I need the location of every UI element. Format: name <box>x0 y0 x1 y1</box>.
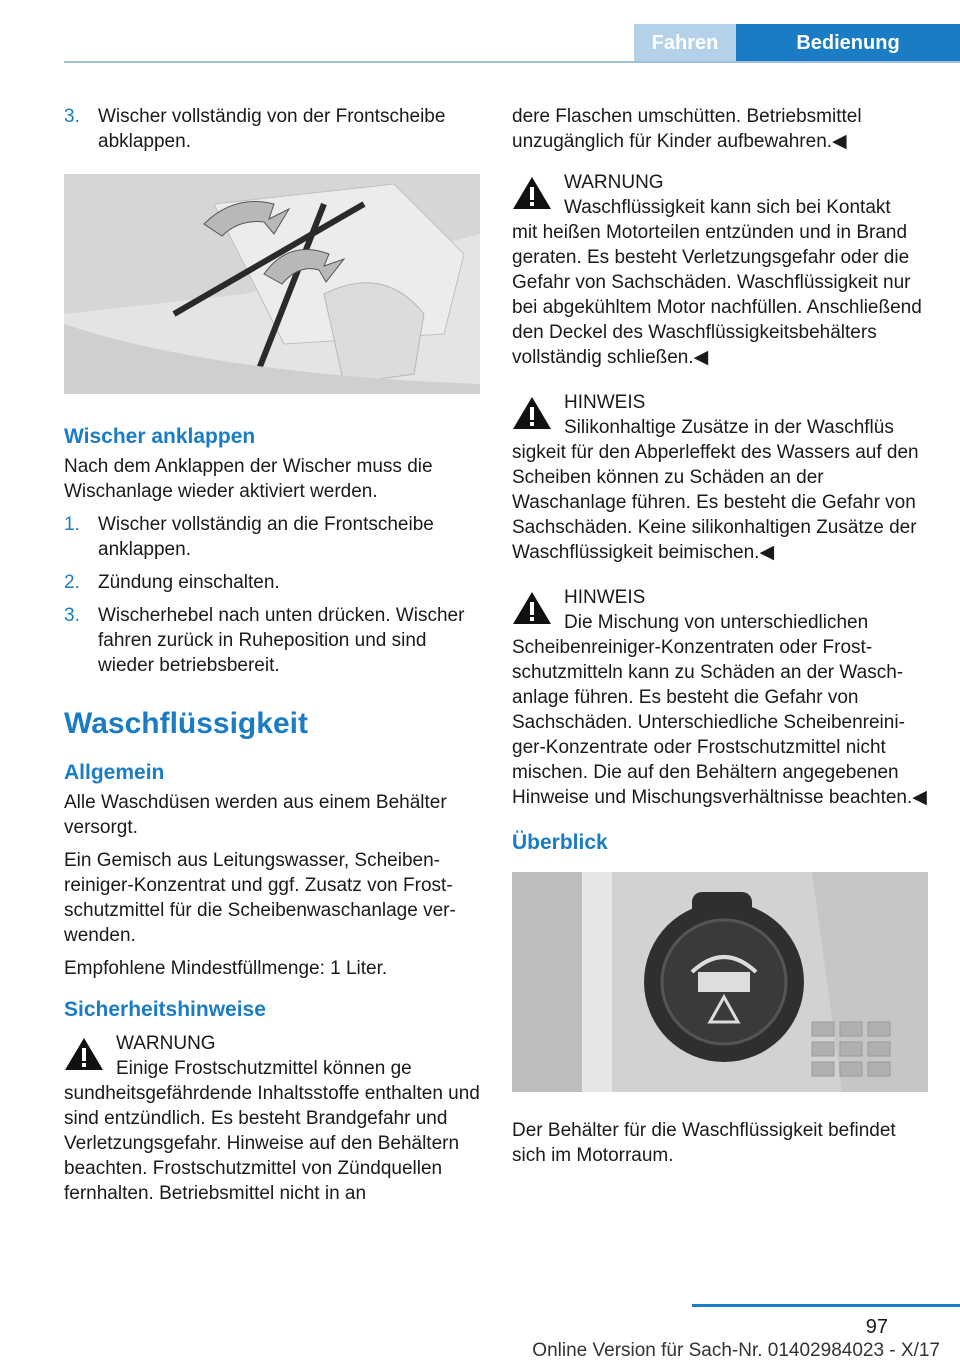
step-number: 3. <box>64 106 80 127</box>
warning-first-line: Einige Frostschutzmittel können ge <box>116 1058 412 1079</box>
paragraph: Nach dem Anklappen der Wischer muss die Wischanlage wieder aktiviert werden. <box>64 456 433 502</box>
list-item <box>64 570 480 595</box>
warning-first-line: Waschflüssigkeit kann sich bei Kontakt <box>564 197 891 218</box>
paragraph: Alle Waschdüsen werden aus einem Behälter versorgt. <box>64 792 447 838</box>
heading-waschfluessigkeit: Waschflüssigkeit <box>64 707 308 740</box>
washer-reservoir-photo <box>512 872 928 1092</box>
step-number: 1. <box>64 514 80 535</box>
wiper-photo <box>64 174 480 394</box>
notice-first-line: Die Mischung von unterschiedlichen <box>564 612 869 633</box>
list-item <box>64 512 480 562</box>
heading-sicherheitshinweise: Sicherheitshinweise <box>64 998 266 1021</box>
notice-text: sigkeit für den Abperleffekt des Wassers auf den Scheiben können zu Schäden an der Waschanlage führen. Es besteht die Gefahr von Sachschäden. Keine silikonhaltigen Zusätze der Waschflüssigkeit beimischen.◀ <box>512 442 919 563</box>
paragraph: Der Behälter für die Waschflüssigkeit befindet sich im Motorraum. <box>512 1120 896 1166</box>
notice-first-line: Silikonhaltige Zusätze in der Waschflüs <box>564 417 894 438</box>
step-number: 3. <box>64 605 80 626</box>
warning-triangle-icon <box>512 591 552 625</box>
right-column <box>512 104 928 1176</box>
tab-bedienung[interactable]: Bedienung <box>736 24 960 62</box>
paragraph: dere Flaschen umschütten. Betriebsmittel unzugänglich für Kinder aufbewahren.◀ <box>512 106 862 152</box>
paragraph: Ein Gemisch aus Leitungswasser, Scheibenreiniger-Konzentrat und ggf. Zusatz von Frostschutzmittel für die Scheibenwaschanlage verwenden. <box>64 850 456 946</box>
list-item <box>64 104 480 154</box>
step-text: Zündung einschalten. <box>98 572 280 593</box>
warning-text: sundheitsgefährdende Inhaltsstoffe enthalten und sind entzündlich. Es besteht Brandgefahr und Verletzungsgefahr. Hinweise auf den Behältern beachten. Frostschutzmittel von Zündquellen fernhalten. Betriebsmittel nicht in an <box>64 1083 480 1204</box>
online-version-note: Online Version für Sach-Nr. 01402984023 - X/17 <box>532 1340 940 1361</box>
notice-box <box>512 585 928 810</box>
step-number: 2. <box>64 572 80 593</box>
notice-title: HINWEIS <box>564 587 646 608</box>
heading-ueberblick: Überblick <box>512 831 608 854</box>
warning-box <box>512 170 928 370</box>
list-item <box>64 603 480 678</box>
step-text: Wischer vollständig von der Frontscheibe abklappen. <box>98 106 446 152</box>
warning-triangle-icon <box>512 396 552 430</box>
warning-triangle-icon <box>64 1037 104 1071</box>
warning-triangle-icon <box>512 176 552 210</box>
notice-text: Scheibenreiniger-Konzentraten oder Frostschutzmitteln kann zu Schäden an der Waschanlage führen. Es besteht die Gefahr von Sachschäden. Unterschiedliche Scheibenreiniger-Konzentrate oder Frostschutzmittel nicht mischen. Die auf den Behältern angegebenen Hinweise und Mischungsverhältnisse beachten.◀ <box>512 637 927 808</box>
heading-wischer-anklappen: Wischer anklappen <box>64 425 256 448</box>
paragraph: Empfohlene Mindestfüllmenge: 1 Liter. <box>64 958 388 979</box>
step-text: Wischerhebel nach unten drücken. Wischer fahren zurück in Ruheposition und sind wieder betriebsbereit. <box>98 605 465 676</box>
warning-box <box>64 1031 480 1206</box>
warning-title: WARNUNG <box>116 1033 216 1054</box>
step-text: Wischer vollständig an die Frontscheibe anklappen. <box>98 514 434 560</box>
notice-box <box>512 390 928 565</box>
heading-allgemein: Allgemein <box>64 761 165 784</box>
header-rule <box>64 61 960 63</box>
warning-text: mit heißen Motorteilen entzünden und in Brand geraten. Es besteht Verletzungsgefahr oder die Gefahr von Sachschäden. Waschflüssigkeit nur bei abgekühltem Motor nachfüllen. Anschließend den Deckel des Waschflüssigkeitsbehälters vollständig schließen.◀ <box>512 222 922 368</box>
warning-title: WARNUNG <box>564 172 664 193</box>
left-column <box>64 104 480 1226</box>
tab-fahren[interactable]: Fahren <box>634 24 736 62</box>
notice-title: HINWEIS <box>564 392 646 413</box>
page-number: 97 <box>865 1316 888 1338</box>
footer-rule <box>692 1304 960 1307</box>
